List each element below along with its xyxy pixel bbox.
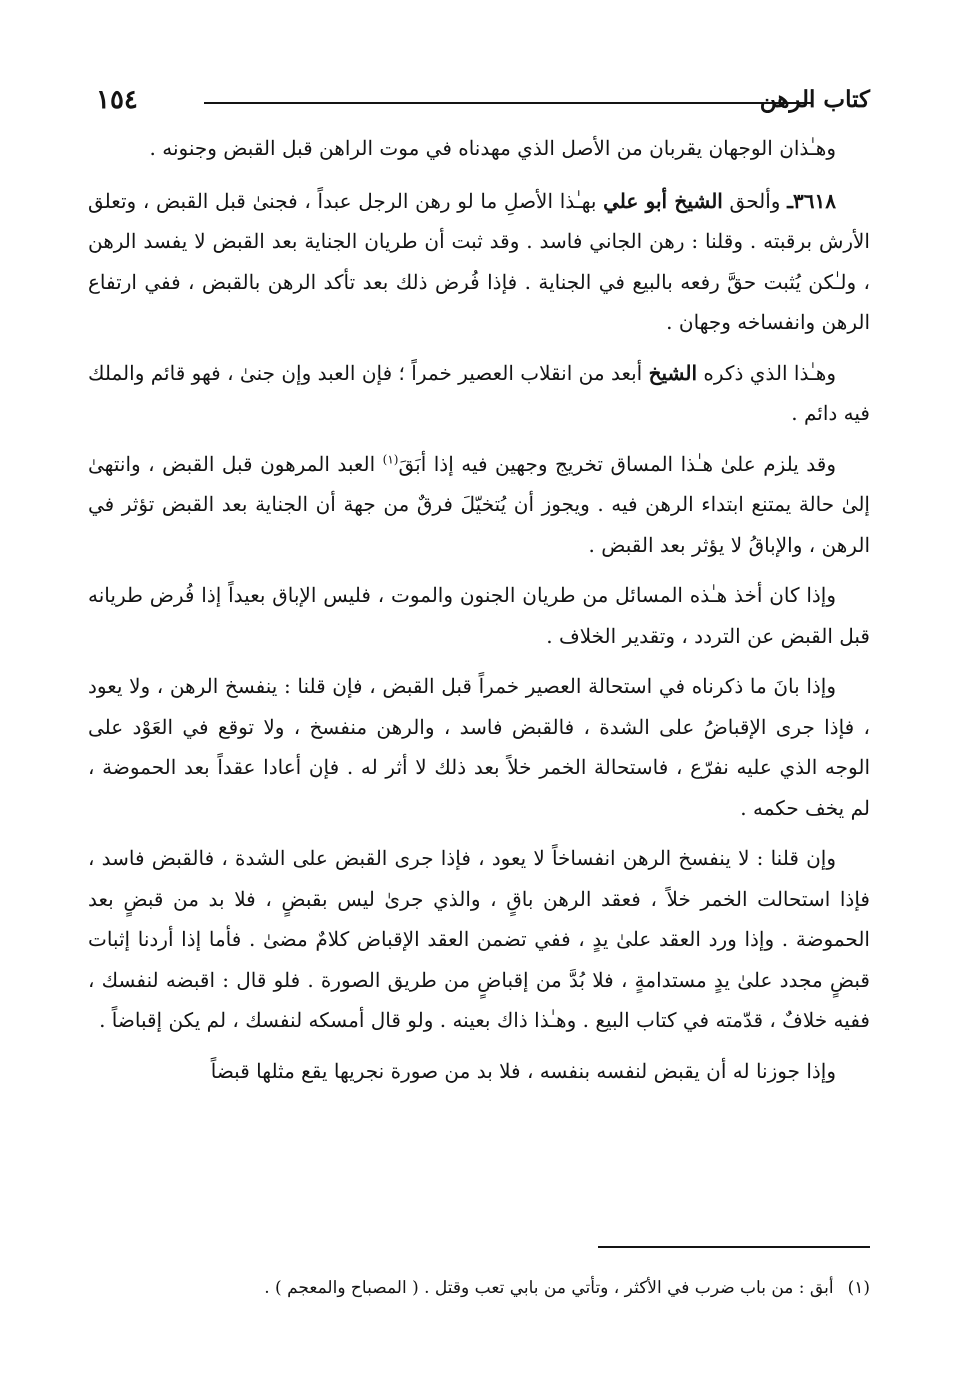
paragraph-text: وإن قلنا : لا ينفسخ الرهن انفساخاً لا يعود ، فإذا جرى القبض على الشدة ، فالقبض فاسد ، فإذا استحالت الخمر خلاً ، فعقد الرهن باقٍ ، والذي جرىٰ ليس بقبضٍ ، فلا بد من قبضٍ بعد الحموضة . وإذا ورد العقد علىٰ يدٍ ، ففي تضمن العقد الإقباض كلامٌ مضىٰ . فأما إذا أردنا إثبات قبضٍ مجدد علىٰ يدٍ مستدامةٍ ، فلا بُدَّ من إقباضٍ من طريق الصورة . فلو قال : اقبضه لنفسك ، ففيه خلافٌ ، قدّمته في كتاب البيع . وهـٰذا ذاك بعينه . ولو قال أمسكه لنفسك ، لم يكن إقباضاً . <box>88 846 870 1032</box>
book-page <box>88 70 870 1320</box>
header-rule <box>204 102 812 104</box>
footnote-reference[interactable]: (١) <box>382 451 399 466</box>
paragraph-text: أبعد من انقلاب العصير خمراً ؛ فإن العبد وإن جنىٰ ، فهو قائم والملك فيه دائم . <box>88 360 870 425</box>
paragraph-number: ٣٦١٨ـ <box>787 188 836 213</box>
bold-name: الشيخ أبو علي <box>603 188 723 213</box>
paragraph-text: وألحق <box>722 188 788 213</box>
paragraph-text: وإذا كان أخذ هـٰذه المسائل من طريان الجنون والموت ، فليس الإباق بعيداً إذا فُرض طريانه قبل القبض عن التردد ، وتقدير الخلاف . <box>88 583 870 648</box>
paragraph-text: وهـٰذان الوجهان يقربان من الأصل الذي مهدناه في موت الراهن قبل القبض وجنونه . <box>149 136 836 160</box>
paragraph <box>88 353 870 434</box>
paragraph <box>88 444 870 566</box>
paragraph <box>88 575 870 656</box>
footnote <box>88 1273 870 1303</box>
running-title: كتاب الرهن <box>759 86 870 113</box>
paragraph <box>88 128 870 169</box>
bold-name: الشيخ <box>648 360 698 385</box>
paragraph-text: وقد يلزم علىٰ هـٰذا المساق تخريج وجهين فيه إذا أبَقَ <box>398 451 836 476</box>
footnote-text: أبق : من باب ضرب في الأكثر ، وتأتي من بابي تعب وقتل . ( المصباح والمعجم ) . <box>264 1278 834 1298</box>
paragraph <box>88 1051 870 1092</box>
footnote-rule <box>598 1246 870 1248</box>
running-header <box>88 70 870 120</box>
paragraph-text: وإذا بانَ ما ذكرناه في استحالة العصير خمراً قبل القبض ، فإن قلنا : ينفسخ الرهن ، ولا يعود ، فإذا جرى الإقباضُ على الشدة ، فالقبض فاسد ، والرهن منفسخ ، ولا توقع في العَوْد على الوجه الذي عليه نفرّع ، فاستحالة الخمر خلاً بعد ذلك لا أثر له . فإن أعادا عقداً بعد الحموضة ، لم يخف حكمه . <box>88 674 870 820</box>
paragraph <box>88 666 870 828</box>
paragraph <box>88 838 870 1041</box>
paragraph-text: وهـٰذا الذي ذكره <box>697 360 837 385</box>
paragraph-text: وإذا جوزنا له أن يقبض لنفسه بنفسه ، فلا بد من صورة نجريها يقع مثلها قبضاً <box>210 1058 836 1083</box>
footnote-number: (١) <box>847 1278 870 1298</box>
body-text <box>88 128 870 1091</box>
paragraph-text: بهـٰذا الأصلِ ما لو رهن الرجل عبداً ، فجنىٰ قبل القبض ، وتعلق الأرش برقبته . وقلنا : رهن الجاني فاسد . وقد ثبت أن طريان الجناية بعد القبض لا يفسد الرهن ، ولـٰكن يُثبت حقَّ رفعه بالبيع في الجناية . فإذا فُرض ذلك بعد تأكد الرهن بالقبض ، ففي ارتفاع الرهن وانفساخه وجهان . <box>88 188 870 334</box>
page-number: ١٥٤ <box>96 85 138 115</box>
paragraph-text: العبد المرهون قبل القبض ، وانتهىٰ إلىٰ حالة يمتنع ابتداء الرهن فيه . ويجوز أن يُتخيّلَ فرقٌ من جهة أن الجناية بعد القبض تؤثر في الرهن ، والإباقُ لا يؤثر بعد القبض . <box>88 451 870 557</box>
paragraph <box>88 181 870 343</box>
